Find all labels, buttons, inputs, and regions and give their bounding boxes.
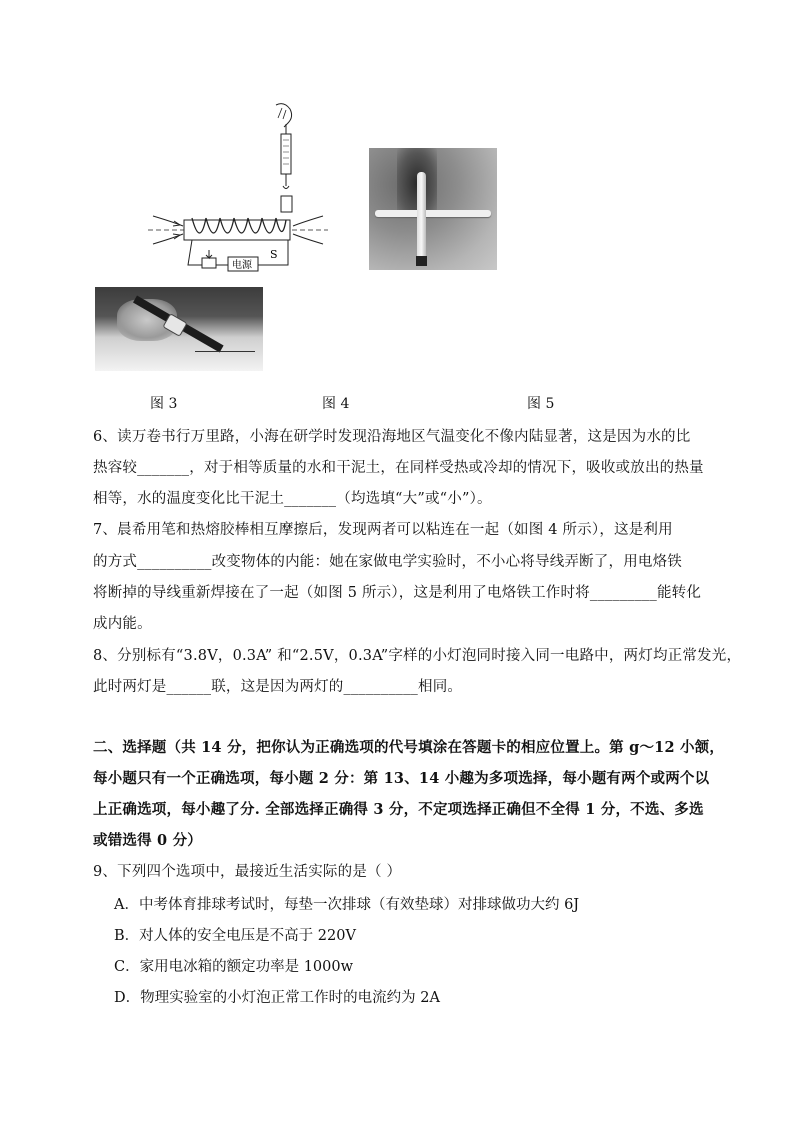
figure-3-caption: 图 3 (150, 396, 178, 412)
question-7-line-2: 的方式__________改变物体的内能：她在家做电学实验时，不小心将导线弄断了，用电烙铁 (93, 554, 682, 570)
switch-label: S (270, 248, 278, 261)
question-9-stem: 9、下列四个选项中，最接近生活实际的是（ ） (93, 864, 402, 880)
question-9-option-d: D．物理实验室的小灯泡正常工作时的电流约为 2A (114, 990, 440, 1006)
question-7-line-4: 成内能。 (93, 616, 152, 632)
figure-5-photo (95, 287, 263, 371)
power-source-label: 电源 (232, 260, 252, 271)
question-8-line-1: 8、分别标有“3.8V，0.3A” 和“2.5V，0.3A”字样的小灯泡同时接入同一电路中，两灯均正常发光， (93, 648, 742, 664)
question-9-option-c: C．家用电冰箱的额定功率是 1000w (114, 959, 354, 975)
question-7-line-3: 将断掉的导线重新焊接在了一起（如图 5 所示），这是利用了电烙铁工作时将_________能转化 (93, 585, 702, 601)
figure-3-circuit-diagram (148, 100, 328, 275)
question-9-option-a: A．中考体育排球考试时，每垫一次排球（有效垫球）对排球做功大约 6J (114, 897, 580, 913)
question-9-option-b: B．对人体的安全电压是不高于 220V (114, 928, 356, 944)
question-6-line-2: 热容较_______，对于相等质量的水和干泥土，在同样受热或冷却的情况下，吸收或放出的热量 (93, 460, 704, 476)
figure-5-caption: 图 5 (527, 396, 555, 412)
figure-4-caption: 图 4 (322, 396, 350, 412)
figure-4-photo (369, 148, 497, 270)
question-8-line-2: 此时两灯是______联，这是因为两灯的__________相同。 (93, 679, 463, 695)
question-6-line-3: 相等，水的温度变化比干泥土_______（均选填“大”或“小”）。 (93, 491, 492, 507)
section-2-line-3: 上正确选项，每小趣了分. 全部选择正确得 3 分，不定项选择正确但不全得 1 分，不选、多选 (93, 801, 704, 818)
question-6-line-1: 6、读万卷书行万里路，小海在研学时发现沿海地区气温变化不像内陆显著，这是因为水的比 (93, 429, 691, 445)
section-2-line-1: 二、选择题（共 14 分，把你认为正确选项的代号填涂在答题卡的相应位置上。第 g～12 小颔， (93, 739, 725, 756)
question-7-line-1: 7、晨希用笔和热熔胶棒相互摩擦后，发现两者可以粘连在一起（如图 4 所示），这是利用 (93, 522, 673, 538)
section-2-line-4: 或错选得 0 分） (93, 832, 202, 849)
section-2-line-2: 每小题只有一个正确选项，每小题 2 分：第 13、14 小趣为多项选择，每小题有两个或两个以 (93, 770, 710, 787)
